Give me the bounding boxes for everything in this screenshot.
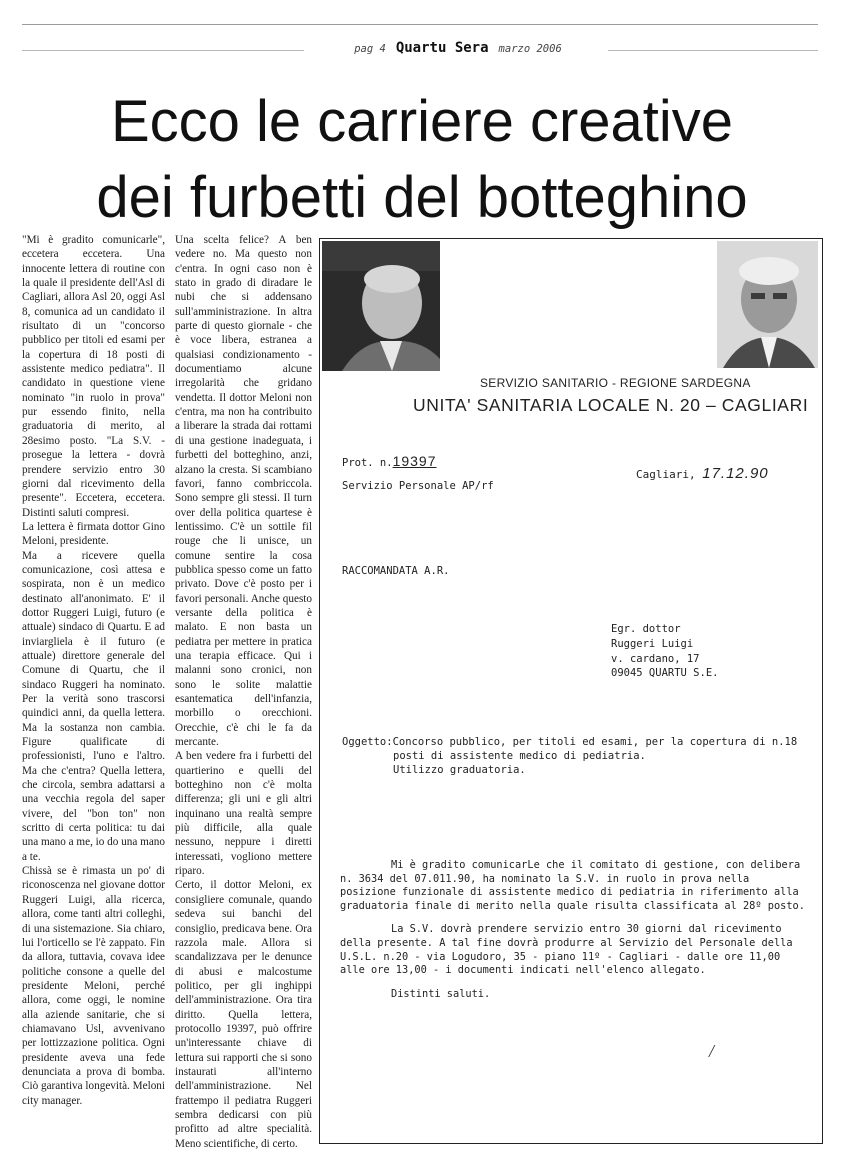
letter-recipient [611, 622, 718, 681]
issue-date: marzo 2006 [498, 43, 562, 55]
subject-line: posti di assistente medico di pediatria. [393, 750, 646, 763]
headline [22, 84, 822, 236]
paragraph: La lettera è firmata dottor Gino Meloni, presidente. [22, 520, 165, 548]
letter-place-date [636, 465, 769, 482]
paragraph: Chissà se è rimasta un po' di riconoscenza nel giovane dottor Ruggeri Luigi, alla ricerca, allora, come tanti altri colleghi, di una sistemazione. Sia chiaro, lui l'orticello se l'è zappato. Fin da allora, tuttavia, covava idee politiche consone a quelle del presidente Meloni, perché allora, come oggi, le nomine alla aziende sanitarie, che si chiamavano Usl, avvenivano per lottizzazione politica. Ogni presidente aveva una fede denunciata a prova di bomba. Ciò garantiva longevità. Meloni city manager. [22, 865, 165, 1107]
article-column-2 [175, 233, 312, 1151]
body-line: La S.V. dovrà prendere servizio entro 30 giorni dal ricevimento [391, 923, 782, 936]
masthead-line-left [22, 50, 304, 51]
recipient-line: Egr. dottor [611, 623, 681, 635]
paragraph: Certo, il dottor Meloni, ex consigliere comunale, quando sedeva sui banchi del consiglio, predicava bene. Ora razzola male. Allora si scandalizzava per le denunce di abusi e malcostume politico, per gli inghippi dell'amministrazione. Ora tira diritto. Quella lettera, protocollo 19397, può offrire un'interessante chiave di lettura sui rapporti che si sono instaurati all'interno dell'amministrazione. Nel frattempo il pediatra Ruggeri sembra dedicarsi con più profitto ad altre specialità. Meno scientifiche, di certo. [175, 879, 312, 1150]
masthead [310, 40, 606, 60]
body-line: U.S.L. n.20 - via Logudoro, 35 - piano 11º - Cagliari - dalle ore 11,00 [340, 950, 781, 963]
top-rule [22, 24, 818, 25]
paragraph: Una scelta felice? A ben vedere no. Ma questo non c'entra. In ogni caso non è stato in grado di diradare le nubi che si addensano sull'amministrazione. In altra parte di questo giornale - che è voce libera, estranea a qualsiasi condizionamento - documentiamo alcune irregolarità che gridano vendetta. Il dottor Meloni non c'entra, ma non ha contribuito a liberare la strada dai rottami di una gestione inadeguata, i furbetti del botteghino, anzi, alzano la cresta. Si scambiano favori, fanno combriccola. Sono sempre gli stessi. Il turn over della politica quartese è lentissimo. C'è un sottile fil rouge che li unisce, un comune sentire la cosa pubblica spesso come un fatto privato. Dove c'è posto per i favori personali. Anche questo versante della politica è malato. E non basta un pediatra per mettere in pratica una terapia efficace. Qui i malanni sono cronici, non sono le solite malattie esantematica dell'infanzia, morbillo o orecchioni. Orecchie, c'è chi le fa da mercante. [175, 234, 312, 749]
letter-place: Cagliari, [636, 468, 696, 481]
letter-raccomandata: RACCOMANDATA A.R. [342, 565, 450, 577]
paragraph: A ben vedere fra i furbetti del quartierino e quelli del botteghino non c'è molta differenza; gli uni e gli altri inquinano una realtà sempre più difficile, alla quale nessuno, neppure i diretti interessati, vogliono mettere riparo. [175, 750, 312, 878]
subject-line: Concorso pubblico, per titoli ed esami, per la copertura di n.18 [392, 736, 798, 748]
masthead-line-right [608, 50, 818, 51]
body-line: n. 3634 del 07.011.90, ha nominato la S.V. in ruolo in prova nella [340, 872, 750, 885]
body-line: graduatoria finale di merito nella quale risulta classificata al 28º posto. [340, 899, 805, 912]
paragraph: "Mi è gradito comunicarle", eccetera eccetera. Una innocente lettera di routine con la quale il presidente dell'Asl di Cagliari, allora Asl 20, oggi Asl 8, comunica ad un candidato il risultato di un "concorso pubblico per titoli ed esami per la copertura di 18 posti di assistente medico pediatra". Il candidato in questione viene nominato "in ruolo in prova" pur essendo finito, nella graduatoria di merito, al 28esimo posto. "La S.V. - prosegue la lettera - dovrà prendere servizio entro 30 giorni dal ricevimento della presente". Eccetera, eccetera. Distinti saluti compresi. [22, 234, 165, 519]
letter-closing: Distinti saluti. [391, 987, 491, 1000]
article-column-1 [22, 233, 165, 1108]
photo-meloni [322, 241, 440, 371]
body-line: posizione funzionale di assistente medico di pediatria in riferimento alla [340, 886, 799, 899]
recipient-line: Ruggeri Luigi [611, 637, 694, 650]
letter-office: Servizio Personale AP/rf [342, 480, 494, 492]
newspaper-name: Quartu Sera [395, 40, 489, 56]
subject-label: Oggetto: [342, 736, 393, 748]
page-number: pag 4 [354, 43, 386, 55]
photo-ruggeri [717, 241, 818, 368]
body-line: della presente. A tal fine dovrà produrre al Servizio del Personale della [340, 936, 793, 949]
letter-protocol [342, 453, 437, 469]
letter-scan [319, 238, 823, 1144]
subject-line: Utilizzo graduatoria. [393, 764, 526, 777]
body-line: alle ore 13,00 - i documenti indicati nell'elenco allegato. [340, 964, 706, 977]
paragraph: Ma a ricevere quella comunicazione, così attesa e sospirata, non è un medico destinato all'anonimato. E' il dottor Ruggeri Luigi, futuro (e attuale) sindaco di Quartu. E ad inviargliela è il futuro (e attuale) direttore generale del Comune di Quartu, che il sindaco Ruggeri ha nominato. Per la verità sono trascorsi quindici anni, da quella lettera. Ma la sostanza non cambia. Figure qualificate di professionisti, l'uno e l'altro. Ma che c'entra? Quella lettera, che circola, sembra adattarsi a una vecchia regola del saper vivere, del "bon ton" non scritto di certa politica: tu dai una mano a me, io do una mano a te. [22, 549, 165, 863]
headline-line-1: Ecco le carriere creative [110, 89, 734, 154]
letter-date: 17.12.90 [702, 465, 769, 482]
protocol-number: 19397 [392, 453, 437, 469]
recipient-line: v. cardano, 17 [611, 652, 700, 665]
letter-body [340, 859, 805, 1001]
letter-subject [342, 735, 797, 778]
signature-mark: / [709, 1041, 715, 1061]
body-line: Mi è gradito comunicarLe che il comitato di gestione, con delibera [391, 859, 801, 871]
letter-service-header: SERVIZIO SANITARIO - REGIONE SARDEGNA [480, 376, 751, 390]
protocol-label: Prot. n. [342, 457, 393, 469]
letter-usl-header: UNITA' SANITARIA LOCALE N. 20 – CAGLIARI [413, 395, 809, 415]
headline-line-2: dei furbetti del botteghino [96, 165, 748, 230]
recipient-line: 09045 QUARTU S.E. [611, 667, 719, 680]
